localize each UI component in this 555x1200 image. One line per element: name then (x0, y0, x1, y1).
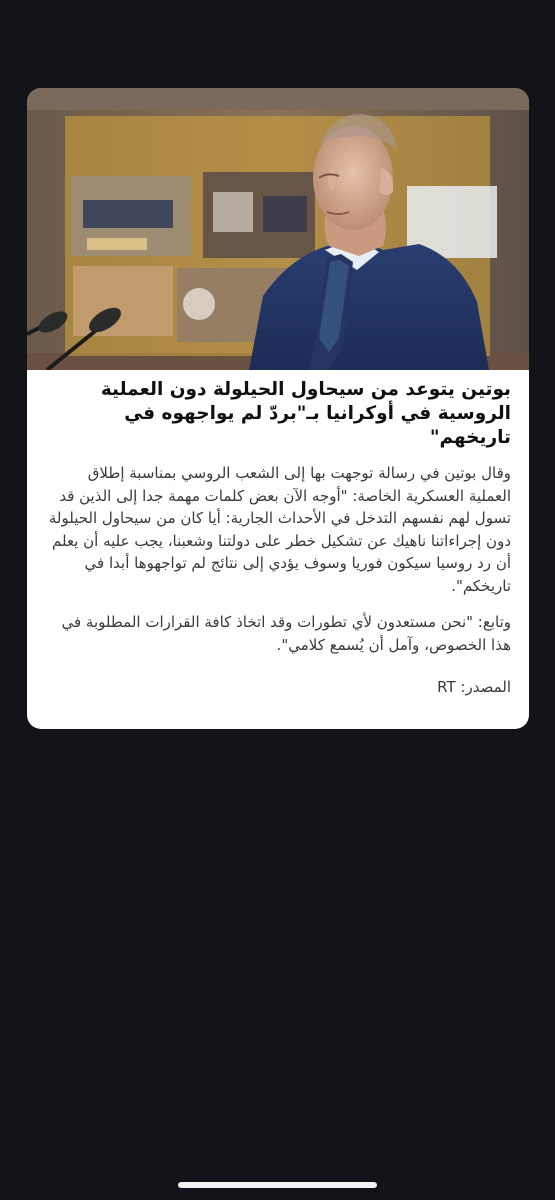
article-headline: بوتين يتوعد من سيحاول الحيلولة دون العملية الروسية في أوكرانيا بـ"بردّ لم يواجهوه في تاريخهم" (100, 379, 511, 448)
article-body (27, 370, 529, 696)
article-source: المصدر: RT (437, 678, 511, 696)
news-card[interactable] (27, 88, 529, 729)
article-photo (27, 88, 529, 370)
article-paragraph: وقال بوتين في رسالة توجهت بها إلى الشعب الروسي بمناسبة إطلاق العملية العسكرية الخاصة: "أوجه الآن بعض كلمات مهمة جدا إلى الذين قد تسول لهم نفسهم التدخل في الأحداث الجارية: أيا كان من سيحاول الحيلولة دون إجراءاتنا ناهيك عن تشكيل خطر على دولتنا وشعبنا، يجب عليه أن يعلم أن رد روسيا سيكون فوريا وسوف يؤدي إلى نتائج لم تواجهوها أبدا في تاريخكم". (48, 464, 511, 595)
article-paragraph: وتابع: "نحن مستعدون لأي تطورات وقد اتخاذ كافة القرارات المطلوبة في هذا الخصوص، وآمل أن يُسمع كلامي". (61, 613, 511, 654)
home-indicator[interactable] (178, 1182, 377, 1188)
